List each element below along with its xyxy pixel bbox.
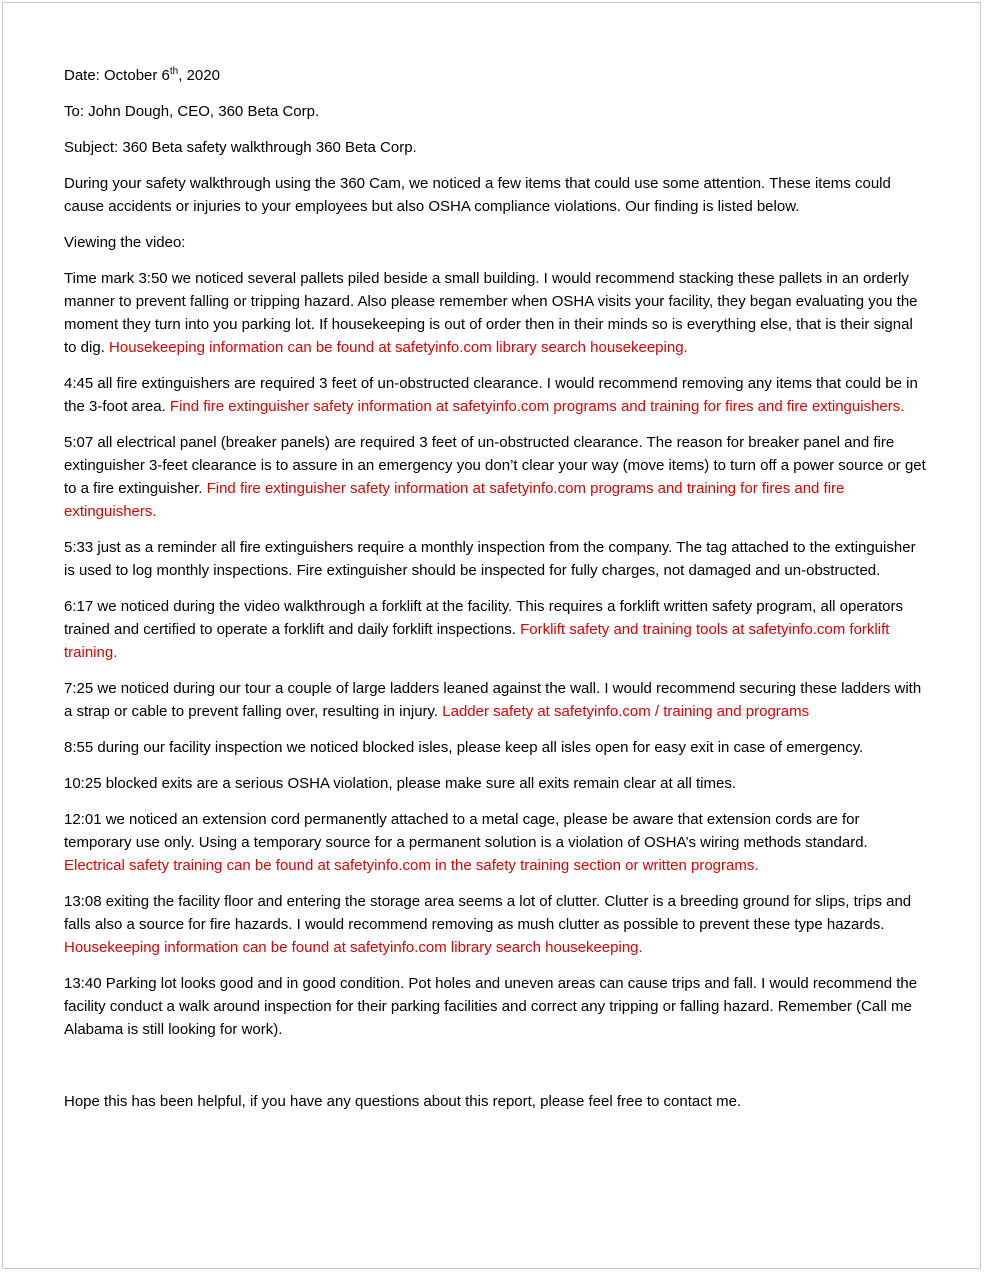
- finding-paragraph: 10:25 blocked exits are a serious OSHA violation, please make sure all exits remain clear at all times.: [64, 775, 736, 792]
- date-ordinal-suffix: th: [169, 66, 179, 77]
- document-page: [2, 2, 981, 1269]
- blank-line: [64, 1054, 929, 1090]
- intro-paragraph: During your safety walkthrough using the 360 Cam, we noticed a few items that could use some attention. These items could cause accidents or injuries to your employees but also OSHA compliance violations. Our finding is listed below.: [64, 175, 891, 215]
- finding-paragraph: 13:08 exiting the facility floor and entering the storage area seems a lot of clutter. Clutter is a breeding ground for slips, trips and falls also a source for fire hazards. I would recommend removing as mush clutter as possible to prevent these type hazards. Housekeeping information can be found at safetyinfo.com library search housekeeping.: [64, 893, 912, 956]
- resource-link-text: Electrical safety training can be found at safetyinfo.com in the safety training section or written programs.: [64, 857, 759, 874]
- resource-link-text: Ladder safety at safetyinfo.com / training and programs: [442, 703, 810, 720]
- date-line: Date: October 6th, 2020: [64, 66, 220, 84]
- resource-link-text: Housekeeping information can be found at safetyinfo.com library search housekeeping.: [109, 339, 688, 356]
- closing-paragraph: Hope this has been helpful, if you have any questions about this report, please feel free to contact me.: [64, 1093, 742, 1110]
- resource-link-text: Find fire extinguisher safety information at safetyinfo.com programs and training for fires and fire extinguishers.: [64, 480, 845, 520]
- finding-paragraph: 4:45 all fire extinguishers are required 3 feet of un-obstructed clearance. I would recommend removing any items that could be in the 3-foot area. Find fire extinguisher safety information at safetyinfo.com programs and training for fires and fire extinguishers.: [64, 375, 918, 415]
- finding-paragraph: 12:01 we noticed an extension cord permanently attached to a metal cage, please be aware that extension cords are for temporary use only. Using a temporary source for a permanent solution is a violation of OSHA’s wiring methods standard. Electrical safety training can be found at safetyinfo.com in the safety training section or written programs.: [64, 811, 868, 874]
- finding-paragraph: 8:55 during our facility inspection we noticed blocked isles, please keep all isles open for easy exit in case of emergency.: [64, 739, 864, 756]
- finding-paragraph: 5:33 just as a reminder all fire extinguishers require a monthly inspection from the company. The tag attached to the extinguisher is used to log monthly inspections. Fire extinguisher should be inspected for fully charges, not damaged and un-obstructed.: [64, 539, 916, 579]
- resource-link-text: Find fire extinguisher safety information at safetyinfo.com programs and training for fires and fire extinguishers.: [169, 398, 905, 415]
- finding-paragraph: Time mark 3:50 we noticed several pallets piled beside a small building. I would recommend stacking these pallets in an orderly manner to prevent falling or tripping hazard. Also please remember when OSHA visits your facility, they began evaluating you the moment they turn into you parking lot. If housekeeping is out of order then in their minds so is everything else, that is their signal to dig. Housekeeping information can be found at safetyinfo.com library search housekeeping.: [64, 270, 918, 356]
- finding-paragraph: 5:07 all electrical panel (breaker panels) are required 3 feet of un-obstructed clearance. The reason for breaker panel and fire extinguisher 3-feet clearance is to assure in an emergency you don’t clear your way (move items) to turn off a power source or get to a fire extinguisher. Find fire extinguisher safety information at safetyinfo.com programs and training for fires and fire extinguishers.: [64, 434, 926, 520]
- viewing-heading: Viewing the video:: [64, 234, 186, 251]
- document-body: [64, 64, 929, 1126]
- resource-link-text: Housekeeping information can be found at safetyinfo.com library search housekeeping.: [64, 939, 643, 956]
- finding-paragraph: 13:40 Parking lot looks good and in good condition. Pot holes and uneven areas can cause trips and fall. I would recommend the facility conduct a walk around inspection for their parking facilities and correct any tripping or falling hazard. Remember (Call me Alabama is still looking for work).: [64, 975, 918, 1038]
- subject-line: Subject: 360 Beta safety walkthrough 360 Beta Corp.: [64, 139, 417, 156]
- resource-link-text: Forklift safety and training tools at safetyinfo.com forklift training.: [64, 621, 890, 661]
- finding-paragraph: 7:25 we noticed during our tour a couple of large ladders leaned against the wall. I would recommend securing these ladders with a strap or cable to prevent falling over, resulting in injury. Ladder safety at safetyinfo.com / training and programs: [64, 680, 922, 720]
- to-line: To: John Dough, CEO, 360 Beta Corp.: [64, 103, 320, 120]
- finding-paragraph: 6:17 we noticed during the video walkthrough a forklift at the facility. This requires a forklift written safety program, all operators trained and certified to operate a forklift and daily forklift inspections. Forklift safety and training tools at safetyinfo.com forklift training.: [64, 598, 904, 661]
